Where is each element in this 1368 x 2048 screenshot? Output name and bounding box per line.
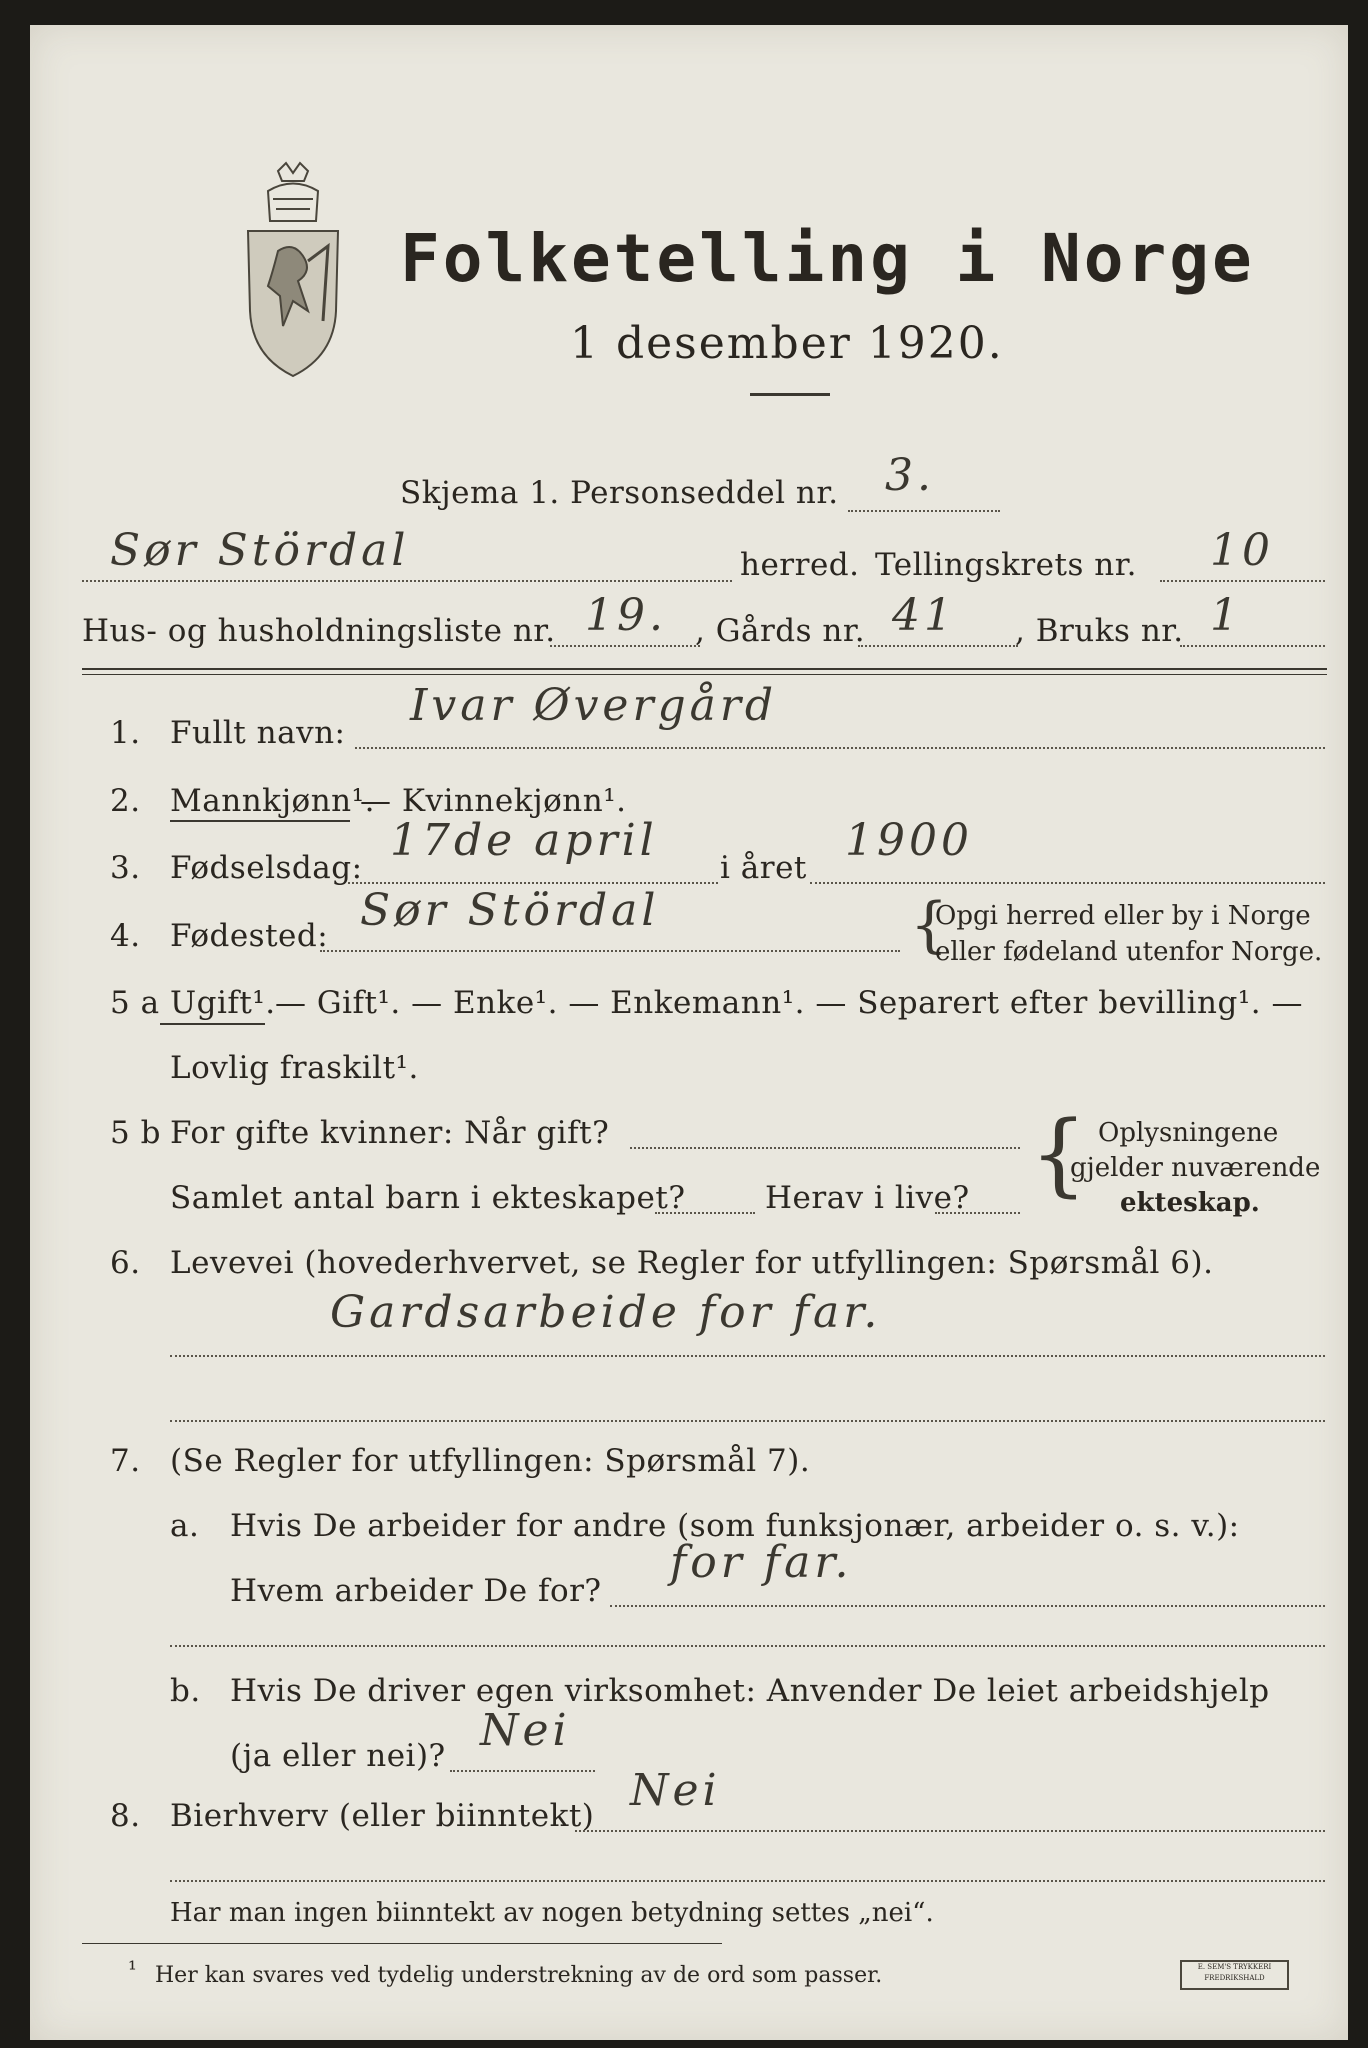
- personseddel-nr-value: 3.: [885, 450, 935, 501]
- q7a-letter: a.: [170, 1508, 200, 1544]
- q5a-number: 5 a: [110, 985, 160, 1021]
- footnote-rule: [82, 1943, 722, 1944]
- q7a-line: [610, 1605, 1325, 1607]
- q8-number: 8.: [110, 1798, 141, 1834]
- q5b-note-2: gjelder nuværende: [1070, 1153, 1321, 1183]
- q1-label: Fullt navn:: [170, 715, 346, 751]
- skjema-label: Skjema 1. Personseddel nr.: [400, 475, 839, 511]
- q5a-line2: Lovlig fraskilt¹.: [170, 1050, 419, 1086]
- q4-brace: {: [910, 890, 949, 960]
- q7-number: 7.: [110, 1443, 141, 1479]
- q4-line: [320, 950, 900, 952]
- q3-number: 3.: [110, 850, 141, 886]
- q7a-question: Hvem arbeider De for?: [230, 1573, 602, 1609]
- header-rule-bottom: [82, 674, 1327, 675]
- q5a-selection-underline: [160, 1023, 265, 1025]
- gards-label: , Gårds nr.: [695, 613, 866, 649]
- herred-line: [82, 580, 732, 582]
- q6-line-1: [170, 1355, 1325, 1357]
- printer-stamp: [1180, 1960, 1289, 1990]
- footnote-text: Her kan svares ved tydelig understrekning av de ord som passer.: [155, 1963, 883, 1988]
- bruks-line: [1180, 645, 1325, 647]
- q2-selection-underline: [170, 820, 350, 822]
- q4-birthplace-value: Sør Stördal: [360, 885, 660, 936]
- q4-note-1: Opgi herred eller by i Norge: [935, 901, 1311, 931]
- herred-value: Sør Stördal: [110, 525, 410, 576]
- husliste-label: Hus- og husholdningsliste nr.: [82, 613, 556, 649]
- q5b-note-3: ekteskap.: [1120, 1188, 1260, 1218]
- bruks-label: , Bruks nr.: [1015, 613, 1184, 649]
- q3-year-label: i året: [720, 850, 807, 886]
- q2-rest: — Kvinnekjønn¹.: [360, 783, 627, 819]
- q6-occupation-value: Gardsarbeide for far.: [330, 1287, 882, 1338]
- q6-line-2: [170, 1420, 1325, 1422]
- q5b-barn-label: Samlet antal barn i ekteskapet?: [170, 1180, 686, 1216]
- q7b-text: Hvis De driver egen virksomhet: Anvender De leiet arbeidshjelp: [230, 1673, 1270, 1709]
- q7b-letter: b.: [170, 1673, 201, 1709]
- q7b-question: (ja eller nei)?: [230, 1738, 446, 1774]
- q2-mannkjonn: Mannkjønn¹.: [170, 783, 375, 819]
- tellingskrets-line: [1160, 580, 1325, 582]
- q5b-live-line: [935, 1212, 1020, 1214]
- q3-line: [348, 882, 718, 884]
- title-divider: [750, 393, 830, 396]
- q7a-employer-value: for far.: [670, 1537, 853, 1588]
- q8-answer-value: Nei: [630, 1765, 721, 1816]
- q6-number: 6.: [110, 1245, 141, 1281]
- q3-year-line: [810, 882, 1325, 884]
- footnote-mark: ¹: [128, 1958, 137, 1983]
- q8-label: Bierhverv (eller biinntekt): [170, 1798, 595, 1834]
- printer-line-1: E. SEM'S TRYKKERI: [1197, 1963, 1272, 1971]
- q6-label: Levevei (hovederhvervet, se Regler for utfyllingen: Spørsmål 6).: [170, 1245, 1214, 1281]
- q5a-ugift: Ugift¹.: [170, 985, 276, 1021]
- q1-name-value: Ivar Øvergård: [410, 680, 778, 731]
- q8-line-2: [170, 1880, 1325, 1882]
- form-title: Folketelling i Norge: [400, 220, 1255, 297]
- q5b-brace: {: [1030, 1102, 1088, 1207]
- q7a-text: Hvis De arbeider for andre (som funksjonær, arbeider o. s. v.):: [230, 1508, 1240, 1544]
- gards-line: [858, 645, 1018, 647]
- q8-line: [575, 1830, 1325, 1832]
- q3-year-value: 1900: [845, 815, 973, 866]
- personseddel-line: [848, 510, 1000, 512]
- gards-nr-value: 41: [892, 590, 956, 641]
- q5b-live-label: Herav i live?: [765, 1180, 970, 1216]
- q2-number: 2.: [110, 783, 141, 819]
- coat-of-arms-icon: [238, 161, 348, 381]
- printer-line-2: FREDRIKSHALD: [1204, 1974, 1265, 1982]
- tellingskrets-nr-value: 10: [1210, 525, 1274, 576]
- census-form-page: [30, 25, 1348, 2040]
- census-date: 1 desember 1920.: [570, 318, 1004, 369]
- q4-label: Fødested:: [170, 918, 329, 954]
- q7a-line-2: [170, 1645, 1325, 1647]
- husliste-line: [550, 645, 700, 647]
- header-rule-top: [82, 668, 1327, 670]
- q7b-answer-value: Nei: [480, 1705, 571, 1756]
- husliste-nr-value: 19.: [585, 590, 667, 641]
- q4-number: 4.: [110, 918, 141, 954]
- q5b-gift-line: [630, 1147, 1020, 1149]
- q5b-number: 5 b: [110, 1115, 161, 1151]
- bruks-nr-value: 1: [1210, 590, 1242, 641]
- q1-number: 1.: [110, 715, 141, 751]
- tellingskrets-label: Tellingskrets nr.: [875, 547, 1137, 583]
- q7-label: (Se Regler for utfyllingen: Spørsmål 7).: [170, 1443, 811, 1479]
- q5b-barn-line: [655, 1212, 755, 1214]
- q1-line: [355, 747, 1325, 749]
- q5a-rest: — Gift¹. — Enke¹. — Enkemann¹. — Separert efter bevilling¹. —: [275, 985, 1303, 1021]
- herred-label: herred.: [740, 547, 860, 583]
- q7b-line: [450, 1770, 595, 1772]
- q8-note: Har man ingen biinntekt av nogen betydning settes „nei“.: [170, 1898, 934, 1928]
- q5b-label: For gifte kvinner: Når gift?: [170, 1115, 610, 1151]
- q3-label: Fødselsdag:: [170, 850, 363, 886]
- q3-date-value: 17de april: [390, 815, 658, 866]
- q5b-note-1: Oplysningene: [1098, 1118, 1279, 1148]
- q4-note-2: eller fødeland utenfor Norge.: [935, 937, 1323, 967]
